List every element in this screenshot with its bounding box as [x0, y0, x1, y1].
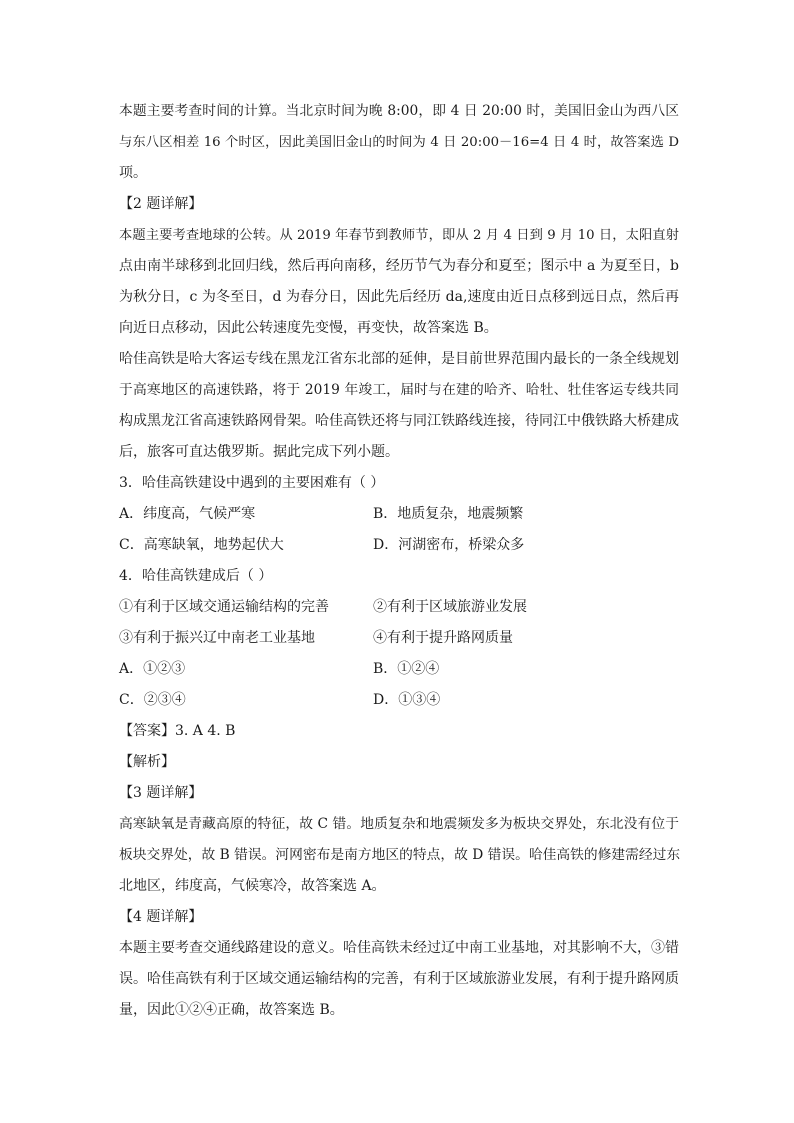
q3-option-row: [119, 530, 679, 561]
analysis-heading: 【解析】: [119, 754, 175, 770]
q4-statement-1: ①有利于区域交通运输结构的完善: [119, 599, 329, 615]
text-line: 量，因此①②④正确，故答案选 B。: [119, 1002, 344, 1018]
text-line: 点由南半球移到北回归线，然后再向南移，经历节气为春分和夏至；图示中 a 为夏至日，b: [119, 258, 679, 274]
text-line: 向近日点移动，因此公转速度先变慢，再变快，故答案选 B。: [119, 320, 498, 336]
passage-line: 哈佳高铁是哈大客运专线在黑龙江省东北部的延伸，是目前世界范围内最长的一条全线规划: [119, 351, 679, 367]
text-line: 北地区，纬度高，气候寒冷，故答案选 A。: [119, 878, 386, 894]
answer-line: 【答案】3. A 4. B: [119, 723, 236, 739]
q3-option-b: B．地质复杂，地震频繁: [373, 506, 524, 522]
section-heading-q4: 【4 题详解】: [119, 909, 203, 925]
question-3-stem: 3．哈佳高铁建设中遇到的主要困难有（ ）: [119, 475, 385, 491]
question-4-stem: 4．哈佳高铁建成后（ ）: [119, 568, 273, 584]
section-heading-q3: 【3 题详解】: [119, 785, 203, 801]
text-line: 与东八区相差 16 个时区，因此美国旧金山的时间为 4 日 20:00－16=4 日 4 时，故答案选 D: [119, 135, 679, 150]
q3-option-c: C．高寒缺氧，地势起伏大: [119, 537, 284, 553]
q4-option-b: B．①②④: [373, 661, 440, 677]
passage-line: 后，旅客可直达俄罗斯。据此完成下列小题。: [119, 444, 399, 460]
section-heading-q2: 【2 题详解】: [119, 196, 203, 212]
text-line: 本题主要考查地球的公转。从 2019 年春节到教师节，即从 2 月 4 日到 9 月 10 日，太阳直射: [119, 228, 679, 243]
q4-statement-2: ②有利于区域旅游业发展: [373, 599, 527, 615]
passage-line: 构成黑龙江省高速铁路网骨架。哈佳高铁还将与同江铁路线连接，待同江中俄铁路大桥建成: [119, 413, 679, 429]
q4-option-row: [119, 685, 679, 716]
text-line: 高寒缺氧是青藏高原的特征，故 C 错。地质复杂和地震频发多为板块交界处，东北没有位于: [119, 816, 679, 832]
text-line: 本题主要考查时间的计算。当北京时间为晚 8:00，即 4 日 20:00 时，美国旧金山为西八区: [119, 103, 679, 119]
text-line: 为秋分日，c 为冬至日，d 为春分日，因此先后经历 da,速度由近日点移到远日点，然后再: [119, 289, 679, 305]
q4-statement-row: [119, 623, 679, 654]
q3-option-a: A．纬度高，气候严寒: [119, 506, 256, 522]
q4-statement-3: ③有利于振兴辽中南老工业基地: [119, 630, 315, 646]
q4-statement-row: [119, 592, 679, 623]
q3-option-d: D．河湖密布，桥梁众多: [373, 537, 525, 553]
q4-statement-4: ④有利于提升路网质量: [373, 630, 513, 646]
q3-option-row: [119, 499, 679, 530]
q4-option-d: D．①③④: [373, 692, 441, 708]
q4-option-a: A．①②③: [119, 661, 186, 677]
text-line: 本题主要考查交通线路建设的意义。哈佳高铁未经过辽中南工业基地，对其影响不大，③错: [119, 940, 679, 956]
passage-line: 于高寒地区的高速铁路，将于 2019 年竣工，届时与在建的哈齐、哈牡、牡佳客运专线共同: [119, 382, 679, 398]
text-line: 板块交界处，故 B 错误。河网密布是南方地区的特点，故 D 错误。哈佳高铁的修建需经过东: [119, 847, 681, 863]
q4-option-c: C．②③④: [119, 692, 186, 708]
text-line: 项。: [119, 165, 147, 181]
q4-option-row: [119, 654, 679, 685]
text-line: 误。哈佳高铁有利于区域交通运输结构的完善，有利于区域旅游业发展，有利于提升路网质: [119, 971, 679, 987]
document-page: [119, 96, 679, 1026]
